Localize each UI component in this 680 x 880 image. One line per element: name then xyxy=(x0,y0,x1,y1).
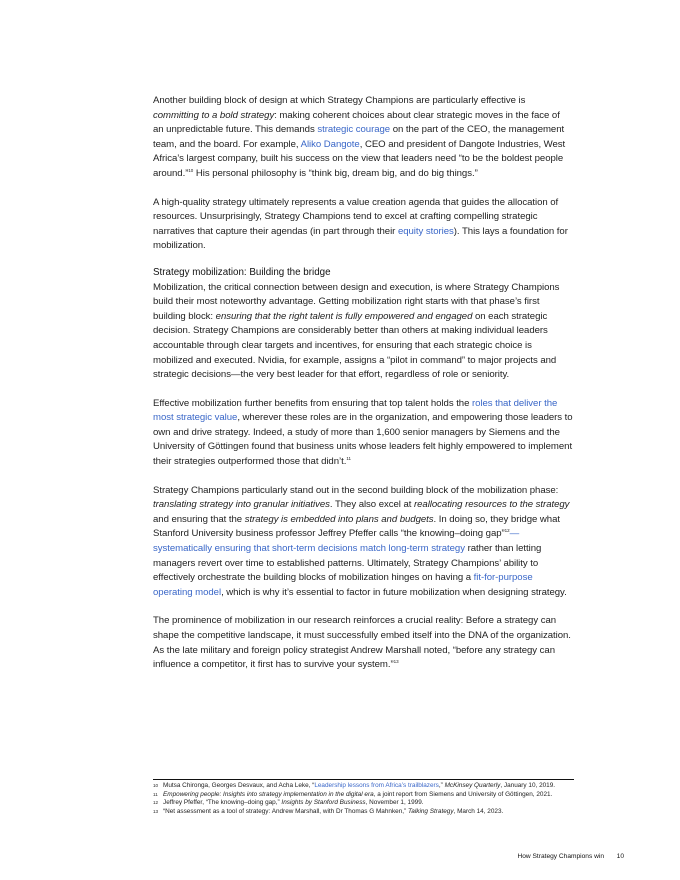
text: Effective mobilization further benefits from ensuring that top talent holds the xyxy=(153,397,472,409)
footnote-ref-13: 13 xyxy=(393,659,399,665)
footnote-ref-12: 12 xyxy=(504,528,510,534)
text: Strategy Champions particularly stand out in the second building block of the mobilization phase: xyxy=(153,484,559,496)
link-leadership-lessons[interactable]: Leadership lessons from Africa’s trailblazers xyxy=(314,782,439,789)
footnote-text xyxy=(163,799,424,808)
link-operating-model[interactable]: fit-for-purpose operating model xyxy=(153,572,533,598)
text: and ensuring that the xyxy=(153,513,245,525)
paragraph-top-talent xyxy=(153,397,573,470)
emphasis-text: Empowering people: Insights into strategy implementation in the digital era xyxy=(163,790,374,798)
link-short-term-decisions[interactable]: —systematically ensuring that short-term decisions match long-term strategy xyxy=(153,528,520,555)
text: rather than letting managers revert over time to established patterns. Ultimately, Strategy Champions’ ability to effectively orchestrate the building blocks of mobilization hinges on having a xyxy=(153,543,542,584)
paragraph-prominence xyxy=(153,614,573,672)
text: ). This lays a foundation for mobilization. xyxy=(153,225,568,252)
text: The prominence of mobilization in our research reinforces a crucial reality: Before a strategy can shape the competitive landscape, it must successfully embed itself into the DNA of the organization. As the late military and foreign policy strategist Andrew Marshall noted, “before any strategy can influence a competitor, it first has to survive your system.” xyxy=(153,615,571,671)
emphasis-text: translating strategy into granular initiatives xyxy=(153,499,330,511)
text: Mobilization, the critical connection between design and execution, is where Strategy Champions build their most noteworthy advantage. Getting mobilization right starts with that phase’s first building block: xyxy=(153,281,560,322)
footnote-ref-11: 11 xyxy=(346,456,351,462)
emphasis-text: reallocating resources to the strategy xyxy=(414,499,570,511)
footnote-number: 12 xyxy=(153,800,159,806)
footer-title: How Strategy Champions win xyxy=(517,853,604,860)
text: “Net assessment as a tool of strategy: Andrew Marshall, with Dr Thomas G Mahnken,” xyxy=(163,807,408,815)
page-number: 10 xyxy=(616,853,624,860)
footnote-number: 10 xyxy=(153,783,159,788)
footnote-12 xyxy=(153,799,578,808)
paragraph-bold-strategy xyxy=(153,94,573,182)
footnotes xyxy=(153,782,578,816)
text: ,” xyxy=(438,782,445,789)
paragraph-granular-initiatives xyxy=(153,484,573,601)
text: . In doing so, they bridge what Stanford University business professor Jeffrey Pfeffer calls “the knowing–doing gap” xyxy=(153,513,560,540)
footnote-ref-10: 10 xyxy=(188,167,194,173)
text: : making coherent choices about clear strategic moves in the face of an unpredictable future. This demands xyxy=(153,109,560,136)
text: , CEO and president of Dangote Industries, West Africa’s largest company, built his success on the view that leaders need “to be the boldest people around.” xyxy=(153,138,566,179)
text: . They also excel at xyxy=(329,499,414,511)
text: A high-quality strategy ultimately represents a value creation agenda that guides the allocation of resources. Unsurprisingly, Strategy Champions tend to excel at crafting compelling strategic narratives that capture their agendas (in part through their xyxy=(153,196,559,237)
text: , which is why it’s essential to factor in future mobilization when designing strategy. xyxy=(221,586,567,598)
section-heading: Strategy mobilization: Building the bridge xyxy=(153,266,331,278)
emphasis-text: Insights by Stanford Business xyxy=(281,799,366,807)
footnote-text xyxy=(163,808,503,817)
link-strategic-courage[interactable]: strategic courage xyxy=(317,124,391,136)
text: , a joint report from Siemens and University of Göttingen, 2021. xyxy=(373,790,553,798)
paragraph-mobilization xyxy=(153,281,573,383)
emphasis-text: strategy is embedded into plans and budgets xyxy=(244,513,434,525)
footnote-10 xyxy=(153,782,578,791)
text: Jeffrey Pfeffer, “The knowing–doing gap,” xyxy=(163,799,282,807)
footnote-11 xyxy=(153,791,578,800)
link-roles-strategic-value[interactable]: roles that deliver the most strategic value xyxy=(153,397,558,424)
footnote-text xyxy=(163,791,552,800)
footnote-divider xyxy=(153,779,574,780)
link-aliko-dangote[interactable]: Aliko Dangote xyxy=(300,138,360,150)
footnote-text xyxy=(163,782,555,791)
text: , January 10, 2019. xyxy=(500,782,556,789)
emphasis-text: ensuring that the right talent is fully empowered and engaged xyxy=(215,310,473,322)
footnote-13 xyxy=(153,808,578,817)
paragraph-value-creation xyxy=(153,196,573,254)
text: , March 14, 2023. xyxy=(453,807,504,815)
text: Mutsa Chironga, Georges Desvaux, and Acha Leke, “ xyxy=(163,782,315,789)
footnote-number: 13 xyxy=(153,808,159,814)
emphasis-text: McKinsey Quarterly xyxy=(444,782,501,789)
link-equity-stories[interactable]: equity stories xyxy=(397,225,454,237)
footnote-number: 11 xyxy=(153,791,158,797)
page-footer xyxy=(0,853,680,865)
text: Another building block of design at which Strategy Champions are particularly effective is xyxy=(153,95,526,106)
text: His personal philosophy is “think big, dream big, and do big things.” xyxy=(193,167,478,179)
text: on the part of the CEO, the management team, and the board. For example, xyxy=(153,124,565,150)
emphasis-text: Talking Strategy xyxy=(407,807,454,815)
article-body xyxy=(153,94,573,673)
text: , wherever these roles are in the organization, and empowering those leaders to own and drive strategy. Indeed, a study of more than 1,600 senior managers by Siemens and the University of Göttingen found that business units whose leaders felt highly empowered to implement their strategies outperformed those that didn’t. xyxy=(153,412,573,468)
emphasis-text: committing to a bold strategy xyxy=(153,109,275,121)
text: , November 1, 1999. xyxy=(365,799,424,807)
text: on each strategic decision. Strategy Champions are considerably better than others at making individual leaders accountable through clear targets and incentives, for ensuring that each strategic choice is mobilized and executed. Nvidia, for example, assigns a “pilot in command” to major projects and strategic decisions—the very best leader for that effort, regardless of role or seniority. xyxy=(153,310,557,381)
